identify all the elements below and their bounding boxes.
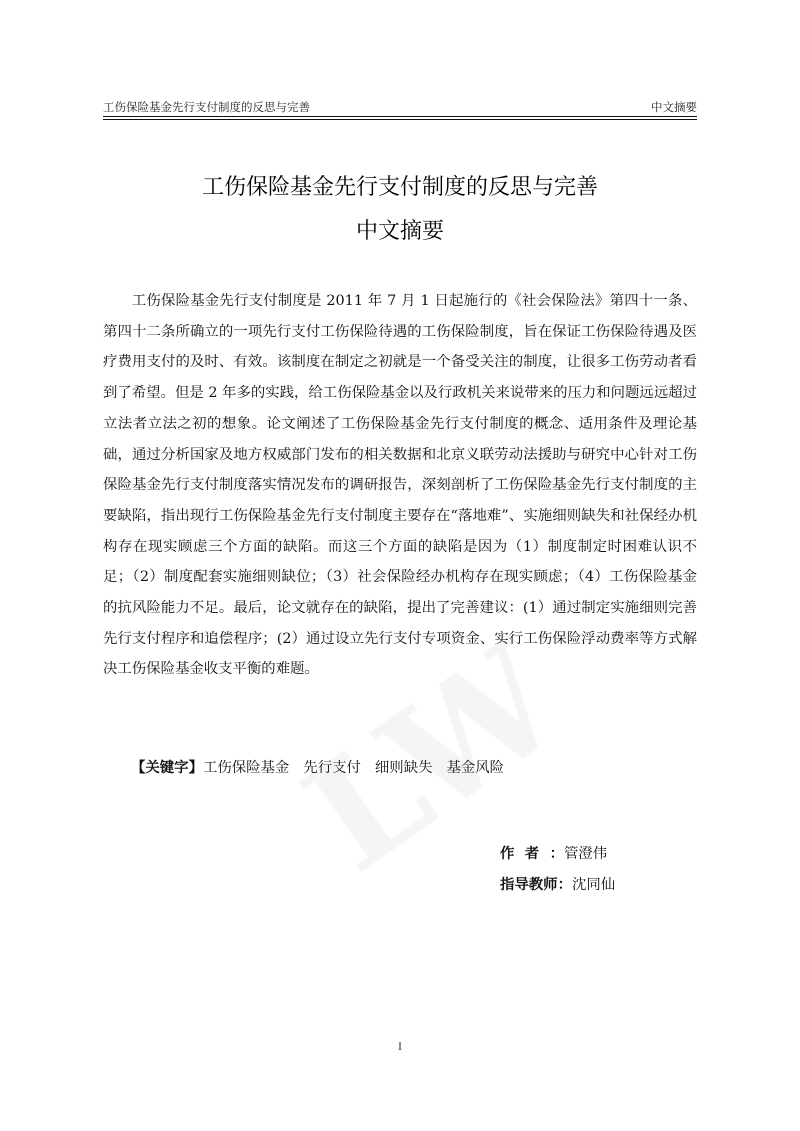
keyword-item: 工伤保险基金 [202,760,290,776]
advisor-line [500,873,615,897]
running-header [103,98,697,116]
header-title: 工伤保险基金先行支付制度的反思与完善 [103,100,310,114]
author-name: 管澄伟 [564,846,608,862]
keywords-line [131,756,697,780]
page-title: 工伤保险基金先行支付制度的反思与完善 [201,175,598,200]
keywords-label: 【关键字】 [131,760,203,776]
header-section: 中文摘要 [651,100,697,114]
abstract-paragraph: 工伤保险基金先行支付制度是 2011 年 7 月 1 日起施行的《社会保险法》第四十一条、第四十二条所确立的一项先行支付工伤保险待遇的工伤保险制度，旨在保证工伤保险待遇及医疗费用支付的及时、有效。该制度在制定之初就是一个备受关注的制度，让很多工伤劳动者看到了希望。但是 2 年多的实践，给工伤保险基金以及行政机关来说带来的压力和问题远远超过立法者立法之初的想象。论文阐述了工伤保险基金先行支付制度的概念、适用条件及理论基础，通过分析国家及地方权威部门发布的相关数据和北京义联劳动法援助与研究中心针对工伤保险基金先行支付制度落实情况发布的调研报告，深刻剖析了工伤保险基金先行支付制度的主要缺陷，指出现行工伤保险基金先行支付制度主要存在“落地难”、实施细则缺失和社保经办机构存在现实顾虑三个方面的缺陷。而这三个方面的缺陷是因为（1）制度制定时困难认识不足；（2）制度配套实施细则缺位；（3）社会保险经办机构存在现实顾虑；（4）工伤保险基金的抗风险能力不足。最后，论文就存在的缺陷，提出了完善建议：(1）通过制定实施细则完善先行支付程序和追偿程序；(2）通过设立先行支付专项资金、实行工伤保险浮动费率等方式解决工伤保险基金收支平衡的难题。 [103,293,697,678]
author-line [500,842,607,866]
keyword-item: 细则缺失 [374,760,433,776]
header-rule-thin [103,119,697,120]
section-title: 中文摘要 [355,219,444,244]
advisor-name: 沈同仙 [571,877,616,893]
keyword-item: 先行支付 [303,760,361,776]
keyword-item: 基金风险 [446,760,505,776]
page-number: I [398,1039,402,1053]
header-rule-thick [103,116,697,117]
author-label: 作者： [500,846,564,862]
advisor-label: 指导教师： [500,877,572,893]
